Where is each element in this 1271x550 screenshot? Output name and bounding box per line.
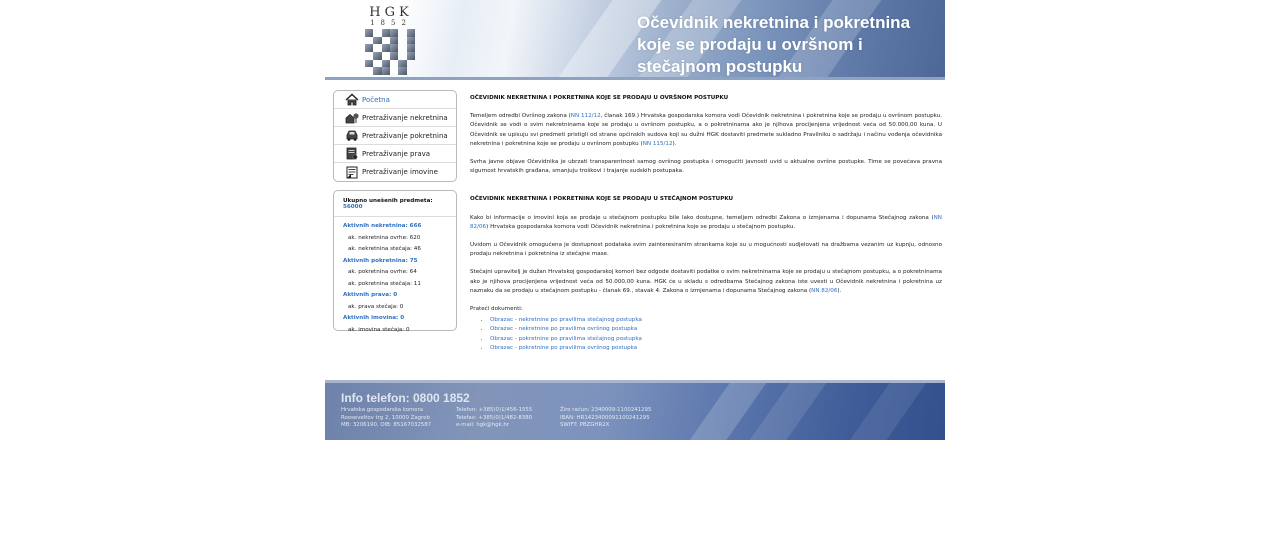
footer-line: Žiro račun: 2340009-1100241295 <box>560 407 652 413</box>
footer <box>325 380 945 440</box>
logo-square <box>390 60 398 68</box>
stat-prava-head[interactable]: Aktivnih prava: 0 <box>343 292 398 298</box>
logo-square <box>398 44 406 52</box>
logo-square <box>398 29 406 37</box>
footer-line: Hrvatska gospodarska komora <box>341 407 424 413</box>
nav-label: Pretraživanje nekretnina <box>362 113 448 122</box>
logo-square <box>407 29 415 37</box>
stat-nekretnine-ovrhe: ak. nekretnina ovrhe: 620 <box>348 234 421 241</box>
logo-square <box>365 52 373 60</box>
nav-item-prava[interactable] <box>334 145 456 163</box>
logo-year: 1852 <box>370 19 412 27</box>
stat-imovina-head[interactable]: Aktivnih imovina: 0 <box>343 315 405 321</box>
logo-square <box>390 29 398 37</box>
doc-link[interactable]: • Obrazac - nekretnine po pravilima stečajnog postupka <box>490 316 942 325</box>
main-content <box>470 94 942 353</box>
nav-item-imovine[interactable] <box>334 163 456 181</box>
logo-square <box>407 60 415 68</box>
paragraph <box>470 112 942 149</box>
nav-label: Pretraživanje imovine <box>362 168 438 176</box>
logo-square <box>365 44 373 52</box>
logo-square <box>382 37 390 45</box>
hgk-logo[interactable] <box>365 5 417 75</box>
section-heading-stecajni: OČEVIDNIK NEKRETNINA I POKRETNINA KOJE SE PRODAJU U STEČAJNOM POSTUPKU <box>470 196 734 203</box>
logo-square <box>365 60 373 68</box>
document-stamp-icon <box>344 147 360 161</box>
document-icon <box>344 165 360 179</box>
nav-label: Pretraživanje prava <box>362 149 431 158</box>
law-link[interactable]: NN 82/06 <box>470 214 942 230</box>
house-tree-icon <box>344 111 360 125</box>
logo-square <box>373 67 381 75</box>
footer-email[interactable]: e-mail: hgk@hgk.hr <box>456 422 509 428</box>
paragraph <box>470 268 942 296</box>
logo-square <box>407 67 415 75</box>
logo-square <box>390 44 398 52</box>
logo-square <box>390 67 398 75</box>
text: ). <box>672 140 677 147</box>
logo-square <box>390 37 398 45</box>
footer-line: IBAN: HR1423400091100241295 <box>560 414 650 421</box>
text: Kako bi informacije o imovini koja se prodaje u stečajnom postupku bile lako dostupne, temeljem odredbi Zakona o izmjenama i dopunama Stečajnog zakona ( <box>470 214 934 221</box>
stat-nekretnine-stecaja: ak. nekretnina stečaja: 46 <box>348 246 421 252</box>
stat-imovina-stecaja: ak. imovina stečaja: 0 <box>348 326 410 333</box>
law-link[interactable]: NN 82/06 <box>811 287 838 294</box>
text: Temeljem odredbi Ovršnog zakona ( <box>470 113 571 120</box>
page-wrapper <box>325 0 945 440</box>
law-link[interactable]: NN 112/12 <box>570 113 601 120</box>
stat-prava-stecaja: ak. prava stečaja: 0 <box>348 303 404 310</box>
logo-square <box>398 37 406 45</box>
paragraph: Uvidom u Očevidnik omogućena je dostupnost podataka svim zainteresiranim strankama koje su u mogućnosti sudjelovati na dražbama vezanim uz kupnju, odnosno prodaju nekretnina i pokretnina iz stečajne mase. <box>470 242 942 258</box>
nav-item-nekretnine[interactable] <box>334 109 456 127</box>
stats-total-label: Ukupno unešenih predmeta: <box>343 198 433 204</box>
logo-text: HGK <box>369 5 413 20</box>
page-title: Očevidnik nekretnina i pokretnina koje se prodaju u ovršnom i stečajnom postupku <box>637 13 911 76</box>
info-phone: Info telefon: 0800 1852 <box>341 391 470 405</box>
logo-square <box>365 67 373 75</box>
doc-link[interactable]: • Obrazac - pokretnine po pravilima stečajnog postupka <box>490 335 942 344</box>
text: ) Hrvatska gospodarska komora vodi Očevidnik nekretnina i pokretnina koje se prodaju u stečajnom postupku. <box>486 223 796 230</box>
footer-line: SWIFT: PBZGHR2X <box>560 422 610 428</box>
logo-square <box>382 67 390 75</box>
logo-square <box>373 29 381 37</box>
footer-line: MB: 3206190, OIB: 85167032587 <box>341 422 432 428</box>
logo-square <box>398 60 406 68</box>
doc-link[interactable]: • Obrazac - nekretnine po pravilima ovršnog postupka <box>490 325 942 334</box>
logo-square <box>382 29 390 37</box>
doc-link[interactable]: • Obrazac - pokretnine po pravilima ovršnog postupka <box>490 344 942 353</box>
logo-square <box>390 52 398 60</box>
footer-bank <box>560 407 651 430</box>
text: , članak 169.) Hrvatska gospodarska komora vodi Očevidnik nekretnina i pokretnina koje se prodaju u ovršnom postupku. Očevidnik se vodi o svim nekretninama koje se prodaju u ovršnom postupku, a o pokretninama ako je njihova procijenjena vrijednost veća od 50.000,00 kuna. U Očevidnik se upisuju svi predmeti pristigli od strane općinskih sudova koji su dužni HGK dostaviti predmete sukladno Pravilniku o sadržaju i načinu vođenja očevidnika nekretnina i pokretnina koje se prodaju u ovršnom postupku ( <box>470 113 943 147</box>
nav-label: Pretraživanje pokretnina <box>362 131 448 140</box>
stats-panel <box>333 190 457 331</box>
logo-square <box>407 37 415 45</box>
checkerboard-icon <box>365 29 415 75</box>
sidebar-nav <box>333 90 457 182</box>
nav-item-pocetna[interactable] <box>334 91 456 109</box>
logo-square <box>373 52 381 60</box>
logo-square <box>373 44 381 52</box>
docs-label: Prateći dokumenti: <box>470 306 523 313</box>
paragraph: Svrha javne objave Očevidnika je ubrzati transparentnost samog ovršnog postupka i omogućiti javnosti uvid u aktualne ovršne postupke. Time se povećava pravna sigurnost hrvatskih građana, smanjuju troškovi i trajanje sudskih postupaka. <box>470 159 942 175</box>
footer-contact <box>456 407 532 430</box>
section-heading-ovrsni: OČEVIDNIK NEKRETNINA I POKRETNINA KOJE SE PRODAJU U OVRŠNOM POSTUPKU <box>470 95 729 101</box>
logo-square <box>407 44 415 52</box>
law-link[interactable]: NN 115/12 <box>642 140 673 147</box>
header-banner <box>325 0 945 80</box>
logo-square <box>398 67 406 75</box>
stats-list <box>334 217 456 336</box>
footer-line: Rooseveltov trg 2, 10000 Zagreb <box>341 414 430 421</box>
logo-square <box>398 52 406 60</box>
car-icon <box>344 129 360 143</box>
nav-label: Početna <box>362 95 390 104</box>
footer-address <box>341 407 431 430</box>
stat-pokretnine-ovrhe: ak. pokretnina ovrhe: 64 <box>348 269 417 275</box>
stat-nekretnine-head[interactable]: Aktivnih nekretnina: 666 <box>343 223 422 229</box>
logo-square <box>382 52 390 60</box>
nav-item-pokretnine[interactable] <box>334 127 456 145</box>
logo-square <box>373 60 381 68</box>
stats-total-value: 56000 <box>343 204 363 210</box>
docs-list <box>470 316 942 353</box>
stat-pokretnine-stecaja: ak. pokretnina stečaja: 11 <box>348 280 421 287</box>
text: ). <box>837 287 842 294</box>
footer-line: Telefax: +385(0)1/482-8380 <box>456 414 533 421</box>
logo-square <box>365 37 373 45</box>
logo-square <box>373 37 381 45</box>
stat-pokretnine-head[interactable]: Aktivnih pokretnina: 75 <box>343 257 418 264</box>
logo-square <box>382 44 390 52</box>
home-icon <box>344 93 360 107</box>
logo-square <box>382 60 390 68</box>
text: Stečajni upravitelj je dužan Hrvatskoj gospodarskoj komori bez odgode dostaviti podatke o svim nekretninama koje se prodaju u stečajnom postupku, a o pokretninama ako je njihova procijenjena vrijednost veća od 50.000,00 kuna. HGK će u skladu s odredbama Stečajnog zakona iste uvesti u Očevidnik nekretnina i pokretnina uz naznaku da se prodaju u stečajnom postupku - članak 69., stavak 4. Zakona o izmjenama i dopunama Stečajnog zakona ( <box>470 269 942 294</box>
stats-total <box>334 191 456 217</box>
paragraph <box>470 214 942 232</box>
footer-line: Telefon: +385(0)1/456-1555 <box>456 407 533 413</box>
logo-square <box>407 52 415 60</box>
logo-square <box>365 29 373 37</box>
footer-decoration <box>822 380 938 440</box>
